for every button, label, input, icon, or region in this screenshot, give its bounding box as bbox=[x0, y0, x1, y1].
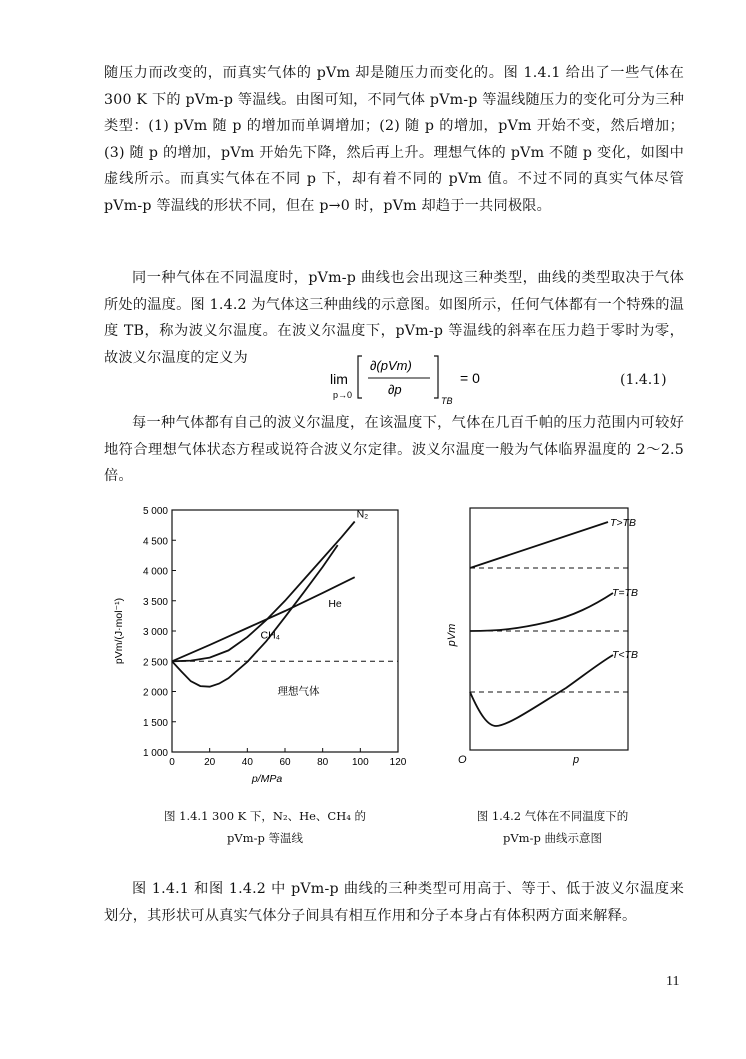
eq-rhs: = 0 bbox=[460, 370, 480, 386]
fig1-ylabel: pVm/(J·mol⁻¹) bbox=[113, 597, 125, 665]
fig1-ytick-label: 1 000 bbox=[142, 748, 168, 759]
fig1-ytick-label: 1 500 bbox=[142, 717, 168, 729]
fig2-label-equal: T=TB bbox=[612, 587, 638, 599]
fig1-series-2 bbox=[172, 545, 338, 687]
fig2-label-above: T>TB bbox=[610, 517, 636, 529]
eq-numerator: ∂(pVm) bbox=[370, 358, 412, 373]
fig1-xlabel: p/MPa bbox=[251, 773, 283, 785]
fig2-curve-above bbox=[470, 522, 608, 568]
eq-subscript: TB bbox=[441, 396, 453, 406]
fig1-series-label-3: 理想气体 bbox=[277, 685, 320, 698]
eq-denominator: ∂p bbox=[388, 382, 402, 397]
fig1-xtick-label: 0 bbox=[169, 757, 175, 768]
paragraph-2: 同一种气体在不同温度时，pVm-p 曲线也会出现这三种类型，曲线的类型取决于气体所处的温度。图 1.4.2 为气体这三种曲线的示意图。如图所示，任何气体都有一个特殊的温度 TB，称为波义尔温度。在波义尔温度下，pVm-p 等温线的斜率在压力趋于零时为零，故波义尔温度的定义为 bbox=[104, 270, 684, 366]
eq-lim-sub: p→0 bbox=[333, 390, 353, 400]
fig2-curve-below bbox=[470, 655, 613, 726]
paragraph-1: 随压力而改变的，而真实气体的 pVm 却是随压力而变化的。图 1.4.1 给出了一些气体在 300 K 下的 pVm-p 等温线。由图可知，不同气体 pVm-p 等温线随压力的变化可分为三种类型：(1) pVm 随 p 的增加而单调增加；(2) 随 p 的增加，pVm 开始不变，然后增加；(3) 随 p 的增加，pVm 开始先下降，然后再上升。理想气体的 pVm 不随 p 变化，如图中虚线所示。而真实气体在不同 p 下，却有着不同的 pVm 值。不过不同的真实气体尽管 pVm-p 等温线的形状不同，但在 p→0 时，pVm 却趋于一共同极限。 bbox=[104, 65, 684, 214]
fig1-xtick-label: 80 bbox=[317, 757, 329, 768]
paragraph-4: 图 1.4.1 和图 1.4.2 中 pVm-p 曲线的三种类型可用高于、等于、低于波义尔温度来划分，其形状可从真实气体分子间具有相互作用和分子本身占有体积两方面来解释。 bbox=[104, 881, 684, 924]
page-number: 11 bbox=[666, 974, 680, 989]
fig2-curve-equal bbox=[470, 593, 613, 631]
fig1-series-label-1: He bbox=[328, 597, 342, 610]
figure-2-caption-line-2: pVm-p 曲线示意图 bbox=[503, 831, 602, 845]
fig1-series-label-0: N₂ bbox=[356, 508, 369, 521]
fig2-frame bbox=[470, 508, 628, 750]
figure-1-caption bbox=[150, 805, 380, 849]
fig1-series-label-2: CH₄ bbox=[260, 629, 280, 642]
figure-1-caption-line-2: pVm-p 等温线 bbox=[227, 831, 303, 845]
fig1-ytick-label: 5 000 bbox=[142, 506, 168, 517]
fig1-ytick-label: 2 000 bbox=[142, 687, 168, 699]
fig1-xtick-label: 40 bbox=[241, 757, 253, 768]
figure-1-caption-line-1: 图 1.4.1 300 K 下，N₂、He、CH₄ 的 bbox=[163, 809, 367, 823]
fig1-xtick-label: 100 bbox=[351, 757, 369, 768]
fig1-ytick-label: 3 500 bbox=[142, 596, 168, 608]
fig1-xtick-label: 60 bbox=[279, 757, 291, 768]
fig2-origin: O bbox=[458, 754, 467, 766]
fig1-xtick-label: 120 bbox=[389, 757, 407, 768]
fig2-label-below: T<TB bbox=[612, 649, 638, 661]
fig1-xtick-label: 20 bbox=[204, 757, 216, 768]
fig1-ytick-label: 3 000 bbox=[142, 627, 168, 638]
fig2-ylabel: pVm bbox=[446, 623, 458, 647]
eq-lim: lim bbox=[330, 371, 348, 387]
paragraph-3: 每一种气体都有自己的波义尔温度，在该温度下，气体在几百千帕的压力范围内可较好地符合理想气体状态方程或说符合波义尔定律。波义尔温度一般为气体临界温度的 2～2.5 倍。 bbox=[104, 415, 684, 485]
fig2-xlabel: p bbox=[573, 754, 580, 766]
figure-2-caption-line-1: 图 1.4.2 气体在不同温度下的 bbox=[476, 809, 629, 823]
figure-2-chart bbox=[448, 500, 648, 780]
equation-svg bbox=[330, 348, 590, 408]
figure-1-chart bbox=[108, 500, 408, 800]
fig1-ytick-label: 2 500 bbox=[142, 657, 168, 669]
fig1-ytick-label: 4 500 bbox=[142, 536, 168, 548]
fig1-series-1 bbox=[172, 577, 355, 661]
equation-boyle-temperature bbox=[330, 348, 590, 412]
fig1-frame bbox=[172, 510, 398, 752]
fig1-ytick-label: 4 000 bbox=[142, 566, 168, 578]
equation-number: (1.4.1) bbox=[620, 372, 667, 388]
figure-2-caption bbox=[445, 805, 660, 849]
